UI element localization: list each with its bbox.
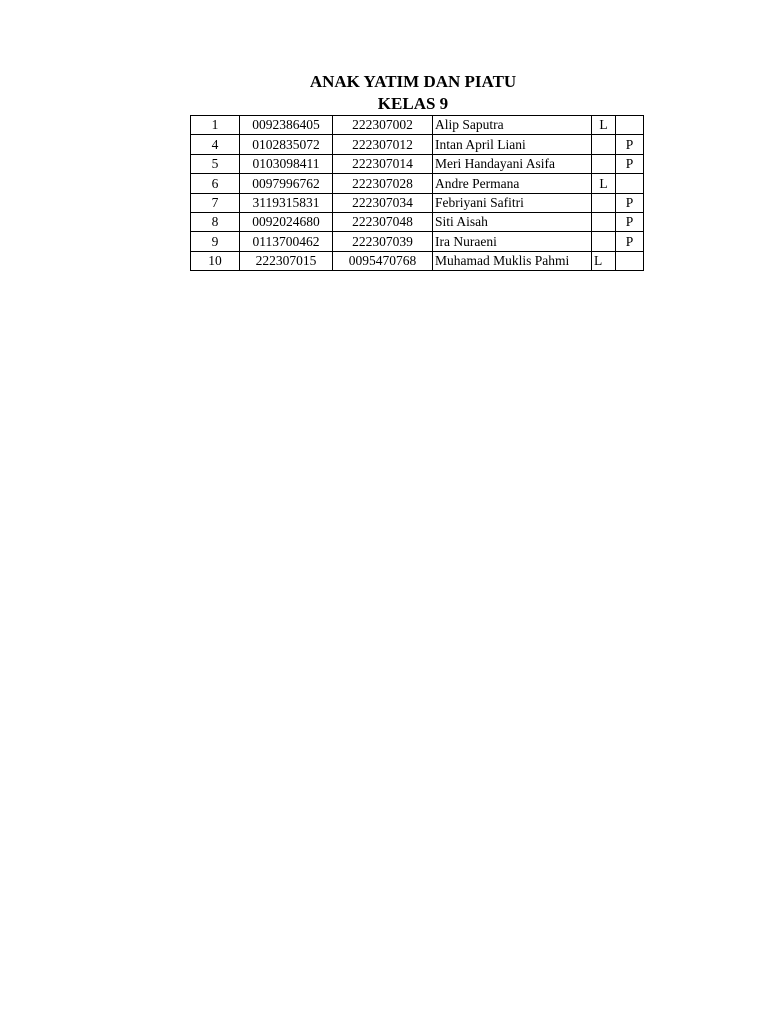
gender-female-cell: P (616, 154, 644, 173)
row-number: 6 (191, 174, 240, 193)
gender-male-cell (592, 232, 616, 251)
gender-male-cell (592, 212, 616, 231)
student-id-secondary: 222307048 (333, 212, 433, 231)
gender-male-cell (592, 193, 616, 212)
table-row (191, 154, 644, 173)
gender-female-cell: P (616, 232, 644, 251)
student-name: Febriyani Safitri (433, 193, 592, 212)
student-id-secondary: 222307012 (333, 135, 433, 154)
gender-female-cell: P (616, 212, 644, 231)
student-id-secondary: 222307039 (333, 232, 433, 251)
table-row (191, 251, 644, 270)
gender-male-cell: L (592, 116, 616, 135)
row-number: 4 (191, 135, 240, 154)
gender-female-cell: P (616, 193, 644, 212)
student-table (190, 115, 644, 271)
student-name: Ira Nuraeni (433, 232, 592, 251)
table-row (191, 116, 644, 135)
student-id-primary: 0092386405 (240, 116, 333, 135)
row-number: 8 (191, 212, 240, 231)
student-name: Siti Aisah (433, 212, 592, 231)
student-name: Muhamad Muklis Pahmi (433, 251, 592, 270)
student-id-primary: 0092024680 (240, 212, 333, 231)
gender-female-cell (616, 116, 644, 135)
gender-male-cell (592, 135, 616, 154)
table-row (191, 135, 644, 154)
page-subtitle: KELAS 9 (377, 94, 449, 113)
student-id-secondary: 222307028 (333, 174, 433, 193)
student-id-primary: 222307015 (240, 251, 333, 270)
gender-female-cell: P (616, 135, 644, 154)
student-id-primary: 3119315831 (240, 193, 333, 212)
table-row (191, 193, 644, 212)
row-number: 7 (191, 193, 240, 212)
table-row (191, 232, 644, 251)
student-id-primary: 0113700462 (240, 232, 333, 251)
gender-male-cell (592, 154, 616, 173)
gender-female-cell (616, 251, 644, 270)
student-id-primary: 0103098411 (240, 154, 333, 173)
student-id-secondary: 0095470768 (333, 251, 433, 270)
page-title: ANAK YATIM DAN PIATU (309, 72, 517, 91)
row-number: 10 (191, 251, 240, 270)
student-id-primary: 0102835072 (240, 135, 333, 154)
student-id-primary: 0097996762 (240, 174, 333, 193)
table-row (191, 212, 644, 231)
student-name: Alip Saputra (433, 116, 592, 135)
table-row (191, 174, 644, 193)
student-name: Meri Handayani Asifa (433, 154, 592, 173)
gender-male-cell: L (592, 174, 616, 193)
student-name: Intan April Liani (433, 135, 592, 154)
row-number: 5 (191, 154, 240, 173)
row-number: 9 (191, 232, 240, 251)
student-id-secondary: 222307002 (333, 116, 433, 135)
gender-female-cell (616, 174, 644, 193)
row-number: 1 (191, 116, 240, 135)
student-id-secondary: 222307034 (333, 193, 433, 212)
student-id-secondary: 222307014 (333, 154, 433, 173)
gender-male-cell: L (592, 251, 616, 270)
student-name: Andre Permana (433, 174, 592, 193)
